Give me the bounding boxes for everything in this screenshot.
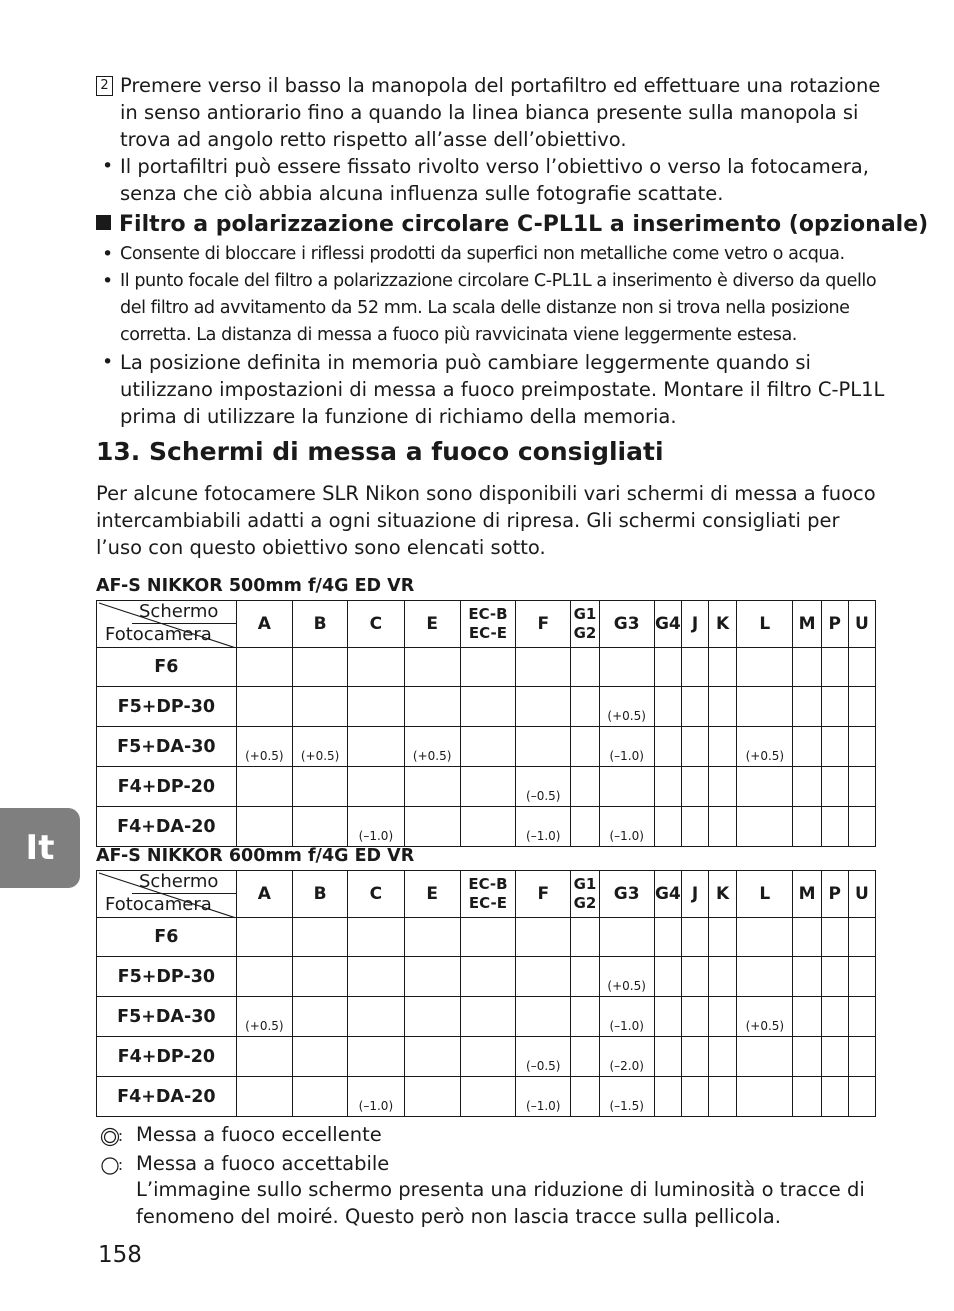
- bullet-polar-1: • Consente di bloccare i riflessi prodotti da superfici non metalliche come vetro o acqua.: [96, 241, 886, 268]
- column-header: G4: [654, 601, 681, 648]
- table-cell: [404, 1077, 460, 1117]
- table-cell: [460, 727, 515, 767]
- table-cell: [571, 1037, 599, 1077]
- table-cell: [654, 1037, 681, 1077]
- table-cell: [654, 727, 681, 767]
- table-cell: (+0.5): [292, 727, 347, 767]
- table-cell: [681, 727, 708, 767]
- table-cell: [460, 807, 515, 847]
- table-cell: [571, 997, 599, 1037]
- table-cell: [236, 648, 292, 687]
- table-cell: [709, 727, 737, 767]
- table-cell: [848, 807, 875, 847]
- column-header-line: EC-E: [468, 894, 507, 912]
- table-cell: [709, 1077, 737, 1117]
- column-header: J: [681, 871, 708, 918]
- table-cell: [404, 648, 460, 687]
- table-cell: [404, 997, 460, 1037]
- column-header: G3: [599, 601, 654, 648]
- table-cell: (–0.5): [516, 1037, 571, 1077]
- circle-icon: [100, 1156, 122, 1183]
- table-cell: [737, 687, 793, 727]
- column-header: [571, 871, 599, 918]
- bullet-polar-2: • Il punto focale del filtro a polarizzazione circolare C-PL1L a inserimento è diverso da quello del filtro ad avvitamento da 52 mm. La scala delle distanze non si trova nella posizione corretta. La distanza di messa a fuoco più ravvicinata viene leggermente estesa.: [102, 270, 877, 345]
- table-cell: [404, 807, 460, 847]
- table-cell: (–1.5): [599, 1077, 654, 1117]
- table-cell: [292, 997, 347, 1037]
- table-cell: [709, 767, 737, 807]
- column-header-line: G1: [573, 605, 597, 623]
- table-cell: (+0.5): [599, 687, 654, 727]
- column-header: B: [292, 871, 347, 918]
- table-cell: [848, 687, 875, 727]
- column-header-line: G1: [573, 875, 597, 893]
- table-row: [97, 1077, 876, 1117]
- table-cell: [793, 957, 821, 997]
- table-cell: [709, 997, 737, 1037]
- camera-label: F6: [97, 918, 237, 957]
- table-row: [97, 957, 876, 997]
- table-cell: [516, 727, 571, 767]
- legend-note: L’immagine sullo schermo presenta una riduzione di luminosità o tracce di fenomeno del moiré. Questo però non lascia tracce sulla pellicola.: [136, 1178, 865, 1228]
- table-cell: (+0.5): [599, 957, 654, 997]
- table-cell: [793, 807, 821, 847]
- table-cell: [236, 807, 292, 847]
- focusing-screen-table-600mm: [96, 870, 876, 1117]
- bullet-polar-3: • La posizione definita in memoria può cambiare leggermente quando si utilizzano impostazioni di messa a fuoco preimpostate. Montare il filtro C-PL1L prima di utilizzare la funzione di richiamo della memoria.: [102, 351, 885, 428]
- table-cell: [793, 767, 821, 807]
- table-cell: [404, 1037, 460, 1077]
- table-cell: [709, 918, 737, 957]
- table-cell: [848, 767, 875, 807]
- table-cell: [571, 767, 599, 807]
- camera-label: F4+DP-20: [97, 1037, 237, 1077]
- table-cell: [236, 918, 292, 957]
- table-cell: [681, 648, 708, 687]
- table-cell: [404, 767, 460, 807]
- table-cell: (–0.5): [516, 767, 571, 807]
- table-cell: [737, 957, 793, 997]
- table-cell: [460, 1037, 515, 1077]
- table-cell: [654, 648, 681, 687]
- table-cell: [348, 727, 404, 767]
- table-row: [97, 997, 876, 1037]
- corner-label-schermo: Schermo: [139, 601, 219, 622]
- table-cell: (–1.0): [348, 807, 404, 847]
- table-cell: [236, 1037, 292, 1077]
- table-cell: [460, 997, 515, 1037]
- table-cell: [821, 807, 848, 847]
- table-header-row: [97, 601, 876, 648]
- table-cell: [348, 767, 404, 807]
- table-cell: [460, 1077, 515, 1117]
- table-cell: [571, 727, 599, 767]
- table-row: [97, 727, 876, 767]
- table-cell: (–1.0): [516, 807, 571, 847]
- table-cell: [793, 1037, 821, 1077]
- table-cell: [709, 648, 737, 687]
- language-tab: It: [0, 808, 80, 888]
- step-text: Premere verso il basso la manopola del portafiltro ed effettuare una rotazione in senso antiorario fino a quando la linea bianca presente sulla manopola si trova ad angolo retto rispetto all’asse dell’obiettivo.: [120, 74, 881, 151]
- table-row: [97, 687, 876, 727]
- table-cell: (+0.5): [236, 997, 292, 1037]
- table-cell: [348, 957, 404, 997]
- table-cell: [292, 648, 347, 687]
- table-cell: [848, 918, 875, 957]
- table-cell: [681, 1037, 708, 1077]
- column-header: F: [516, 871, 571, 918]
- table-cell: [681, 767, 708, 807]
- table-cell: [404, 957, 460, 997]
- corner-label-fotocamera: Fotocamera: [105, 894, 212, 915]
- table-cell: [571, 1077, 599, 1117]
- focusing-screen-table-500mm: [96, 600, 876, 847]
- table-cell: [571, 687, 599, 727]
- step-number: 2: [96, 76, 113, 96]
- column-header: G3: [599, 871, 654, 918]
- column-header-line: EC-B: [468, 875, 508, 893]
- table-row: [97, 767, 876, 807]
- table-cell: [737, 1037, 793, 1077]
- column-header: P: [821, 601, 848, 648]
- table-cell: [599, 918, 654, 957]
- column-header: M: [793, 871, 821, 918]
- table-cell: [848, 727, 875, 767]
- column-header-line: EC-E: [468, 624, 507, 642]
- bullet-dot: •: [102, 155, 114, 177]
- table-cell: [599, 767, 654, 807]
- table-cell: [848, 997, 875, 1037]
- table-cell: [821, 1037, 848, 1077]
- table-cell: [571, 918, 599, 957]
- table-cell: [460, 687, 515, 727]
- table-cell: [460, 767, 515, 807]
- table-cell: [348, 687, 404, 727]
- table-cell: [348, 997, 404, 1037]
- table-cell: [737, 807, 793, 847]
- table-cell: [404, 918, 460, 957]
- table-cell: [737, 918, 793, 957]
- camera-label: F4+DA-20: [97, 807, 237, 847]
- bullet-dot: •: [102, 270, 113, 292]
- table-cell: [709, 687, 737, 727]
- camera-label: F5+DA-30: [97, 727, 237, 767]
- column-header: E: [404, 601, 460, 648]
- table-cell: [793, 997, 821, 1037]
- square-bullet-icon: [96, 215, 111, 230]
- table-cell: [236, 1077, 292, 1117]
- table-cell: [709, 957, 737, 997]
- double-circle-icon: [100, 1127, 122, 1154]
- column-header-line: G2: [573, 624, 597, 642]
- column-header: C: [348, 601, 404, 648]
- column-header: L: [737, 871, 793, 918]
- table-cell: (–1.0): [599, 727, 654, 767]
- table-cell: [292, 1077, 347, 1117]
- table-cell: [236, 687, 292, 727]
- table-cell: [654, 997, 681, 1037]
- table-cell: [654, 918, 681, 957]
- camera-label: F5+DA-30: [97, 997, 237, 1037]
- bullet-holder: • Il portafiltri può essere fissato rivolto verso l’obiettivo o verso la fotocamera, senza che ciò abbia alcuna influenza sulle fotografie scattate.: [102, 155, 869, 205]
- table-header-row: [97, 871, 876, 918]
- section-heading: 13. Schermi di messa a fuoco consigliati: [96, 437, 664, 466]
- table-row: [97, 918, 876, 957]
- table-cell: [460, 957, 515, 997]
- subheading-polarizing-filter: Filtro a polarizzazione circolare C-PL1L a inserimento (opzionale): [96, 210, 928, 240]
- table-cell: (–2.0): [599, 1037, 654, 1077]
- table-cell: [460, 918, 515, 957]
- bullet-dot: •: [102, 243, 113, 265]
- camera-label: F4+DA-20: [97, 1077, 237, 1117]
- column-header: M: [793, 601, 821, 648]
- column-header: U: [848, 871, 875, 918]
- table-cell: [348, 648, 404, 687]
- table-cell: [821, 767, 848, 807]
- table-row: [97, 807, 876, 847]
- table-title-500mm: AF-S NIKKOR 500mm f/4G ED VR: [96, 576, 415, 596]
- table-cell: [681, 1077, 708, 1117]
- table-cell: [348, 918, 404, 957]
- page-number: 158: [98, 1242, 142, 1268]
- table-cell: [654, 957, 681, 997]
- column-header: A: [236, 871, 292, 918]
- table-cell: [571, 957, 599, 997]
- table-cell: (+0.5): [737, 997, 793, 1037]
- table-cell: [654, 1077, 681, 1117]
- table-cell: [292, 918, 347, 957]
- table-cell: [460, 648, 515, 687]
- manual-page: 2 Premere verso il basso la manopola del portafiltro ed effettuare una rotazione in senso antiorario fino a quando la linea bianca presente sulla manopola si trova ad angolo retto rispetto all’asse dell’obiettivo. • Il portafiltri può essere fissato rivolto verso l’obiettivo o verso la fotocamera, senza che ciò abbia alcuna influenza sulle fotografie scattate. Filtro a polarizzazione circolare C-PL1L a inserimento (opzionale) • Consente di bloccare i riflessi prodotti da superfici non metalliche come vetro o acqua. • Il punto focale del filtro a polarizzazione circolare C-PL1L a inserimento è diverso da quello del filtro ad avvitamento da 52 mm. La scala delle distanze non si trova nella posizione corretta. La distanza di messa a fuoco più ravvicinata viene leggermente estesa. • La posizione definita in memoria può cambiare leggermente quando si utilizzano impostazioni di messa a fuoco preimpostate. Montare il filtro C-PL1L prima di utilizzare la funzione di richiamo della memoria. 13. Schermi di messa a fuoco consigliati Per alcune fotocamere SLR Nikon sono disponibili vari schermi di messa a fuoco intercambiabili adatti a ogni situazione di ripresa. Gli schermi consigliati per l’uso con questo obiettivo sono elencati sotto. AF-S NIKKOR 500mm f/4G ED VR Schermo Fotocamera A B C E EC-B EC-E F G1 G2 G3 G4 J K L M P U F6 F5+DP-30 (+0.5) F5+DA-30 (+0.5) (+0.5) (+0.5) (–1.0) (+0.5) F4+DP-20 (–0.5) F4+DA-20 (–1.0) (–1.0) (–1.0) AF-S NIKKOR 600mm f/4G ED VR Schermo Fotocamera A B C E EC-B EC-E F G1 G2 G3 G4 J K L M P U F6 F5+DP-30 (+0.5) F5+DA-30 (+0.5) (–1.0) (+0.5) F4+DP-20 (–0.5) (–2.0) F4+DA-20 (–1.0) (–1.0) (–1.5) It Messa a fuoco eccellente Messa a fuoco accettabile L’immagine sullo schermo presenta una riduzione di luminosità o tracce di fenomeno del moiré. Questo però non lascia tracce sulla pellicola. 158: [0, 0, 954, 1311]
- table-cell: [848, 1037, 875, 1077]
- column-header: J: [681, 601, 708, 648]
- column-header: [460, 601, 515, 648]
- column-header: [460, 871, 515, 918]
- table-cell: [516, 997, 571, 1037]
- column-header: K: [709, 601, 737, 648]
- camera-label: F5+DP-30: [97, 687, 237, 727]
- column-header: U: [848, 601, 875, 648]
- table-title-600mm: AF-S NIKKOR 600mm f/4G ED VR: [96, 846, 415, 866]
- table-cell: [516, 918, 571, 957]
- table-cell: [654, 807, 681, 847]
- column-header: B: [292, 601, 347, 648]
- column-header: [571, 601, 599, 648]
- table-cell: [737, 648, 793, 687]
- column-header: P: [821, 871, 848, 918]
- table-cell: [848, 957, 875, 997]
- table-cell: [516, 687, 571, 727]
- table-cell: [681, 918, 708, 957]
- table-cell: [821, 997, 848, 1037]
- step-2: [96, 72, 886, 153]
- table-cell: [681, 687, 708, 727]
- table-cell: [793, 727, 821, 767]
- table-cell: [737, 767, 793, 807]
- table-cell: [292, 1037, 347, 1077]
- column-header: F: [516, 601, 571, 648]
- table-cell: [236, 957, 292, 997]
- intro-paragraph: Per alcune fotocamere SLR Nikon sono disponibili vari schermi di messa a fuoco intercambiabili adatti a ogni situazione di ripresa. Gli schermi consigliati per l’uso con questo obiettivo sono elencati sotto.: [96, 482, 876, 559]
- column-header: L: [737, 601, 793, 648]
- table-cell: [654, 687, 681, 727]
- table-cell: [793, 687, 821, 727]
- table-cell: [821, 1077, 848, 1117]
- table-corner-header: [97, 601, 237, 648]
- table-cell: [848, 648, 875, 687]
- table-cell: (–1.0): [599, 807, 654, 847]
- table-cell: [709, 807, 737, 847]
- table-row: [97, 1037, 876, 1077]
- table-cell: [821, 648, 848, 687]
- column-header-line: G2: [573, 894, 597, 912]
- table-row: [97, 648, 876, 687]
- table-cell: [571, 807, 599, 847]
- table-cell: [292, 957, 347, 997]
- table-cell: [292, 807, 347, 847]
- table-cell: [292, 687, 347, 727]
- table-cell: [793, 1077, 821, 1117]
- bullet-dot: •: [102, 351, 114, 373]
- column-header: K: [709, 871, 737, 918]
- table-cell: (–1.0): [599, 997, 654, 1037]
- column-header: A: [236, 601, 292, 648]
- camera-label: F6: [97, 648, 237, 687]
- table-cell: [793, 918, 821, 957]
- table-cell: [571, 648, 599, 687]
- column-header: G4: [654, 871, 681, 918]
- table-cell: [821, 687, 848, 727]
- table-cell: [821, 957, 848, 997]
- table-cell: [516, 648, 571, 687]
- table-cell: [599, 648, 654, 687]
- column-header: C: [348, 871, 404, 918]
- corner-label-fotocamera: Fotocamera: [105, 624, 212, 645]
- table-cell: [236, 767, 292, 807]
- camera-label: F4+DP-20: [97, 767, 237, 807]
- table-cell: [404, 687, 460, 727]
- table-cell: [681, 997, 708, 1037]
- table-cell: [793, 648, 821, 687]
- table-cell: [681, 807, 708, 847]
- table-cell: (+0.5): [236, 727, 292, 767]
- table-cell: (–1.0): [516, 1077, 571, 1117]
- table-cell: [737, 1077, 793, 1117]
- column-header: E: [404, 871, 460, 918]
- table-cell: (+0.5): [404, 727, 460, 767]
- table-cell: [821, 918, 848, 957]
- corner-label-schermo: Schermo: [139, 871, 219, 892]
- camera-label: F5+DP-30: [97, 957, 237, 997]
- table-cell: [821, 727, 848, 767]
- table-cell: [681, 957, 708, 997]
- table-corner-header: [97, 871, 237, 918]
- table-cell: [348, 1037, 404, 1077]
- table-cell: (–1.0): [348, 1077, 404, 1117]
- table-cell: [516, 957, 571, 997]
- table-cell: (+0.5): [737, 727, 793, 767]
- table-cell: [654, 767, 681, 807]
- table-cell: [848, 1077, 875, 1117]
- table-cell: [709, 1037, 737, 1077]
- column-header-line: EC-B: [468, 605, 508, 623]
- table-cell: [292, 767, 347, 807]
